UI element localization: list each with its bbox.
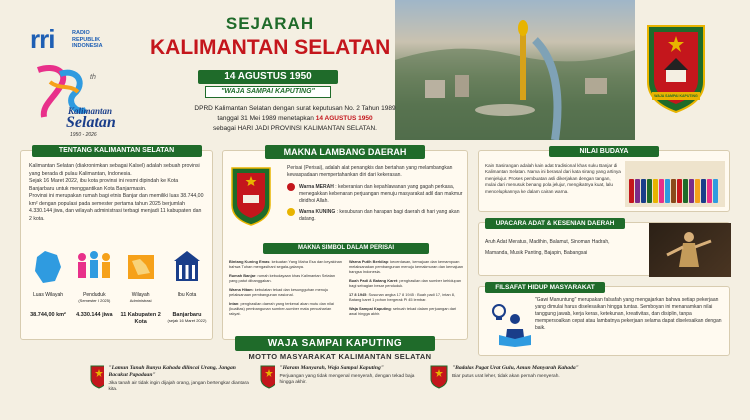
intro-date-highlight: 14 AGUSTUS 1950 bbox=[315, 115, 373, 122]
stat-penduduk bbox=[71, 247, 117, 337]
shield-mini-icon bbox=[430, 365, 448, 389]
simbol-title: MAKNA SIMBOL DALAM PERISAI bbox=[263, 243, 429, 254]
intro-text bbox=[175, 104, 415, 134]
dancer-image bbox=[649, 223, 731, 277]
stat-wilayah-value: 11 Kabupaten 2 Kota bbox=[120, 312, 161, 325]
stat-wilayah-label: Wilayah bbox=[131, 292, 150, 298]
motto-item-1 bbox=[260, 365, 420, 393]
upacara-title: UPACARA ADAT & KESENIAN DAERAH bbox=[485, 218, 625, 229]
anniv-name1: Kalimantan bbox=[68, 106, 113, 116]
motto-text-0: Jika tanah air tidak ingin dijajah orang, jangan bertengkar diantara kita. bbox=[108, 381, 249, 392]
stat-penduduk-label: Penduduk bbox=[83, 292, 106, 298]
simbol-right-3: Waja Sampai Kaputing: sebuah tekad dalam perjuangan dari awal hingga akhir. bbox=[349, 306, 457, 316]
rri-line1: RADIO bbox=[72, 30, 90, 36]
upacara-line2: Mamanda, Musik Panting, Bajapin, Babangsai bbox=[485, 250, 588, 256]
makna-emblem bbox=[229, 165, 273, 227]
intro-line3: sebagai HARI JADI PROVINSI KALIMANTAN SELATAN. bbox=[213, 125, 377, 132]
anniv-years: 1950 - 2026 bbox=[70, 132, 97, 138]
tentang-panel bbox=[20, 147, 213, 340]
motto-text-1: Perjuangan yang tidak mengenal menyerah, dengan tekad baja hingga akhir. bbox=[279, 374, 415, 385]
stat-luas-label: Luas Wilayah bbox=[32, 292, 63, 298]
kuning-label: Warna KUNING bbox=[299, 209, 336, 215]
kuning-text: : kesuburan dan harapan bagi daerah di hari yang akan datang. bbox=[299, 209, 460, 222]
waja-title: WAJA SAMPAI KAPUTING bbox=[235, 336, 435, 351]
rri-logo bbox=[30, 24, 120, 54]
shield-emblem-icon bbox=[642, 22, 710, 114]
motto-quote-2: "Badalas Pagat Urat Gulu, Amun Manyarah Kahada" bbox=[452, 365, 579, 371]
budaya-panel bbox=[478, 150, 730, 212]
provincial-emblem bbox=[642, 22, 710, 114]
motto-section bbox=[90, 352, 590, 418]
budaya-text: Kain Sasirangan adalah kain adat tradisional khas suku Banjar di Kalimantan Selatan. Nama ini berasal dari kata sirang yang artinya menjelujur. Proses pembuatan asli dikerjakan dengan tangan, mulai dari menusuk benang pola jelujur, mengikatnya kuat, lalu mencelupkannya ke dalam cairan warna. bbox=[485, 163, 621, 194]
emblem-ribbon-text: WAJA SAMPAI KAPUTING bbox=[654, 94, 698, 98]
rri-line2: REPUBLIK bbox=[72, 36, 101, 43]
tentang-p1: Kalimantan Selatan (diakronimkan sebagai Kalsel) adalah sebuah provinsi yang berada di pulau Kalimantan, Indonesia. bbox=[29, 163, 200, 177]
city-skyline-graphic bbox=[395, 0, 635, 140]
intro-line2: tanggal 31 Mei 1989 menetapkan 14 AGUSTUS 1950 bbox=[217, 115, 373, 122]
anniversary-logo bbox=[30, 62, 130, 142]
filsafat-panel bbox=[478, 286, 730, 356]
region-map-icon bbox=[124, 247, 158, 287]
motto-title: MOTTO MASYARAKAT KALIMANTAN SELATAN bbox=[248, 352, 432, 361]
merah-label: Warna MERAH bbox=[299, 184, 334, 190]
shield-mini-icon bbox=[260, 365, 275, 389]
simbol-left-0: Bintang Kuning Emas: kekuatan Yang Maha Esa dan keyakinan bahwa Tuhan mengasihani segala-galanya. bbox=[229, 259, 342, 269]
simbol-left-1: Rumah Banjar: rumah kebudayaan khas Kalimantan Selatan yang patut dibanggakan. bbox=[229, 273, 335, 283]
title-sejarah: SEJARAH bbox=[225, 14, 315, 33]
date-bar bbox=[198, 70, 338, 84]
stat-ibukota-label: Ibu Kota bbox=[177, 292, 197, 298]
anniv-suffix: th bbox=[90, 74, 96, 81]
map-icon bbox=[31, 247, 65, 287]
simbol-right-0: Warna Putih Berkilap: kecerdasan, kemajuan dan kemampuan melaksanakan pembangunan menuju kemakmuran dan kemajuan bangsa Indonesia. bbox=[349, 259, 463, 274]
tentang-p3: Provinsi ini merupakan rumah bagi etnis Banjar dan memiliki luas 38.744,00 km² dengan populasi pada semester pertama tahun 2025 berjumlah 4.330.144 jiwa, dan wilayah administrasi terbagi menjadi 11 kabupaten dan 2 kota. bbox=[29, 193, 204, 222]
shield-emblem-small-icon bbox=[229, 165, 273, 227]
reader-icon bbox=[485, 301, 531, 349]
stat-luas-value: 38.744,00 km² bbox=[30, 312, 66, 318]
tentang-p2: Sejak 16 Maret 2022, ibu kota provinsi ini resmi dipindah ke Kota Banjarbaru untuk menggantikan Kota Banjarmasin. bbox=[29, 178, 179, 192]
filsafat-title: FILSAFAT HIDUP MASYARAKAT bbox=[485, 282, 605, 293]
sasirangan-fabric-image bbox=[625, 161, 725, 207]
shield-mini-icon bbox=[90, 365, 104, 389]
population-icon bbox=[74, 247, 114, 287]
motto-text-2: Biar putus urat leher, tidak akan pernah menyerah. bbox=[452, 374, 560, 379]
rri-mark: rri bbox=[30, 24, 55, 54]
stat-wilayah bbox=[118, 247, 164, 337]
yellow-dot-icon bbox=[287, 208, 295, 216]
dancer-silhouette-icon bbox=[649, 223, 731, 277]
simbol-right-2: 17 8 1945: Susunan angka 17 8 1945 : Buah padi 17, intan 8, Batang karet 1 pohon bergerak Pi 45 lembar. bbox=[349, 292, 456, 302]
lightbulb-reader-icon bbox=[485, 301, 531, 349]
city-aerial-photo bbox=[395, 0, 635, 140]
simbol-left-2: Warna Hitam: kebulatan tekad dan kesungguhan menuju pelaksanaan pembangunan nasional. bbox=[229, 287, 329, 297]
intro-line1: DPRD Kalimantan Selatan dengan surat keputusan No. 2 Tahun 1989 bbox=[194, 105, 396, 112]
anniv-name2: Selatan bbox=[66, 114, 116, 131]
simbol-right-1: Buah Padi & Batang Karet: penghasilan dan sumber kehidupan bagi sebagian besar penduduk. bbox=[349, 278, 462, 288]
budaya-title: NILAI BUDAYA bbox=[549, 146, 659, 157]
makna-desc: Perisai (Perisai), adalah alat penangkis dan bertahan yang melambangkan kewaspadaan mempertahankan diri dari kekerasan. bbox=[287, 165, 453, 178]
motto-item-2 bbox=[430, 365, 590, 393]
motto-quote-1: "Haram Manyarah, Waja Sampai Kaputing" bbox=[279, 365, 384, 371]
makna-panel bbox=[222, 147, 468, 340]
stat-wilayah-sub: Administrasi bbox=[129, 298, 152, 303]
title-kalsel: KALIMANTAN SELATAN bbox=[150, 36, 391, 59]
merah-text: : keberanian dan kepahlawanan yang gagah perkasa, menegakkan kebenaran perjuangan menuju masyarakat adil dan makmur diridhoi Allah. bbox=[299, 184, 463, 204]
rri-line3: INDONESIA bbox=[72, 43, 103, 49]
tentang-title: TENTANG KALIMANTAN SELATAN bbox=[32, 145, 202, 157]
stat-ibukota bbox=[164, 247, 210, 337]
makna-title: MAKNA LAMBANG DAERAH bbox=[265, 145, 425, 159]
motto-quote-0: "Lamun Tanah Banyu Kahada dilincai Urang, Jangan Bacakut Papadaan" bbox=[108, 365, 236, 378]
upacara-line1: Aruh Adat Meratus, Madihin, Balamut, Sinoman Hadrah, bbox=[485, 239, 610, 245]
motto-item-0 bbox=[90, 365, 250, 393]
simbol-left-3: Intan: penghasilan daerah yang terkenal akan mutu dan nilai (kualitas) pembangunan sumber-sumber mata pencaharian rakyat. bbox=[229, 301, 334, 316]
motto-ribbon bbox=[205, 86, 331, 98]
stat-luas bbox=[25, 247, 71, 337]
capital-building-icon bbox=[170, 247, 204, 287]
upacara-panel bbox=[478, 222, 730, 276]
stat-ibukota-value: Banjarbaru bbox=[172, 312, 202, 318]
stat-penduduk-value: 4.330.144 jiwa bbox=[76, 312, 113, 318]
stat-ibukota-note: (sejak 16 Maret 2022) bbox=[167, 318, 207, 323]
filsafat-text: "Gawi Manuntung" merupakan falsafah yang mengajarkan bahwa setiap pekerjaan yang dimulai harus diselesaikan hingga tuntas. Semboyan ini menanamkan nilai tanggung jawab, kerja keras, ketekunan, kreativitas, dan disiplin, tanpa mempersoalkan cepat atau lambatnya pekerjaan selama dapat diselesaikan dengan baik. bbox=[535, 297, 722, 331]
red-dot-icon bbox=[287, 183, 295, 191]
date-text: 14 AGUSTUS 1950 bbox=[224, 71, 312, 82]
motto-ribbon-text: "WAJA SAMPAI KAPUTING" bbox=[221, 88, 315, 95]
stat-penduduk-sub: (Semester I 2025) bbox=[78, 298, 111, 303]
